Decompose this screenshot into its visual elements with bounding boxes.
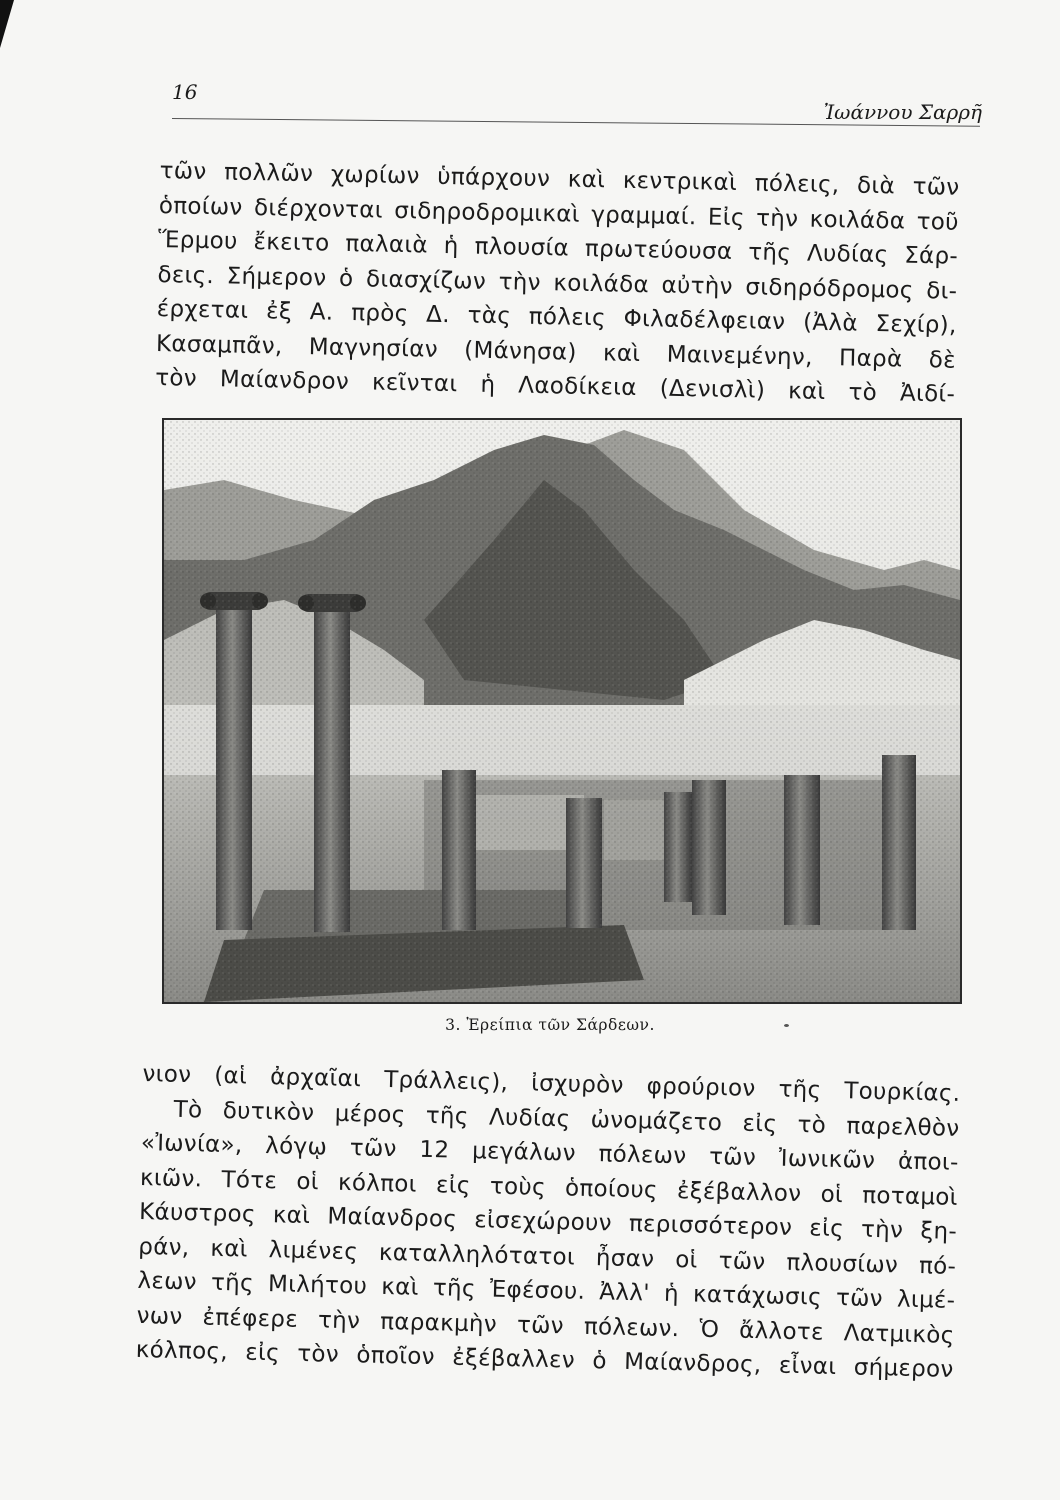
text-line: κιῶν. Τότε οἱ κόλποι εἰς τοὺς ὁποίους ἐξέβαλλον οἱ ποταμοὶ	[139, 1164, 959, 1211]
text-line: Κασαμπᾶν, Μαγνησίαν (Μάνησα) καὶ Μαινεμένην, Παρὰ δὲ	[155, 330, 957, 374]
text-line: τὸν Μαίανδρον κεῖνται ἡ Λαοδίκεια (Δενισλὶ) καὶ τὸ Ἀιδί-	[155, 364, 956, 408]
paragraph-bottom	[135, 1057, 960, 1387]
text-line: λεων τῆς Μιλήτου καὶ τῆς Ἐφέσου. Ἀλλ' ἡ κατάχωσις τῶν λιμέ-	[137, 1267, 956, 1314]
paragraph-top	[155, 154, 960, 412]
running-title: Ἰωάννου Σαρρῆ	[823, 100, 982, 124]
text-line: «Ἰωνία», λόγῳ τῶν 12 μεγάλων πόλεων τῶν Ἰωνικῶν ἀποι-	[140, 1129, 959, 1176]
scan-corner-mark	[0, 0, 14, 48]
text-line: κόλπος, εἰς τὸν ὁποῖον ἐξέβαλλεν ὁ Μαίανδρος, εἶναι σήμερον	[135, 1336, 954, 1383]
page-number: 16	[172, 80, 198, 104]
ruins-photograph	[162, 418, 962, 1004]
text-line: Κάυστρος καὶ Μαίανδρος εἰσεχώρουν περισσότερον εἰς τὴν ξη-	[138, 1198, 958, 1245]
text-line: τῶν πολλῶν χωρίων ὑπάρχουν καὶ κεντρικαὶ πόλεις, διὰ τῶν	[159, 157, 960, 201]
text-line: Ἕρμου ἔκειτο παλαιὰ ἡ πλουσία πρωτεύουσα τῆς Λυδίας Σάρ-	[157, 226, 959, 270]
text-line: Τὸ δυτικὸν μέρος τῆς Λυδίας ὠνομάζετο εἰς τὸ παρελθὸν	[173, 1096, 960, 1142]
ruins-of-sardis-image	[164, 420, 960, 1002]
text-line: ράν, καὶ λιμένες καταλληλότατοι ἦσαν οἱ τῶν πλουσίων πό-	[138, 1233, 957, 1280]
text-line: νιον (αἱ ἀρχαῖαι Τράλλεις), ἰσχυρὸν φρούριον τῆς Τουρκίας.	[142, 1060, 961, 1107]
text-line: έρχεται ἐξ Α. πρὸς Δ. τὰς πόλεις Φιλαδέλφειαν (Ἀλὰ Σεχίρ),	[156, 295, 957, 339]
dust-speck	[784, 1024, 789, 1027]
text-line: ὁποίων διέρχονται σιδηροδρομικαὶ γραμμαί. Εἰς τὴν κοιλάδα τοῦ	[158, 192, 960, 236]
text-line: νων ἐπέφερε τὴν παρακμὴν τῶν πόλεων. Ὁ ἄλλοτε Λατμικὸς	[136, 1302, 955, 1349]
figure-caption: 3. Ἐρείπια τῶν Σάρδεων.	[445, 1016, 655, 1034]
text-line: δεις. Σήμερον ὁ διασχίζων τὴν κοιλάδα αὐτὴν σιδηρόδρομος δι-	[157, 261, 958, 305]
